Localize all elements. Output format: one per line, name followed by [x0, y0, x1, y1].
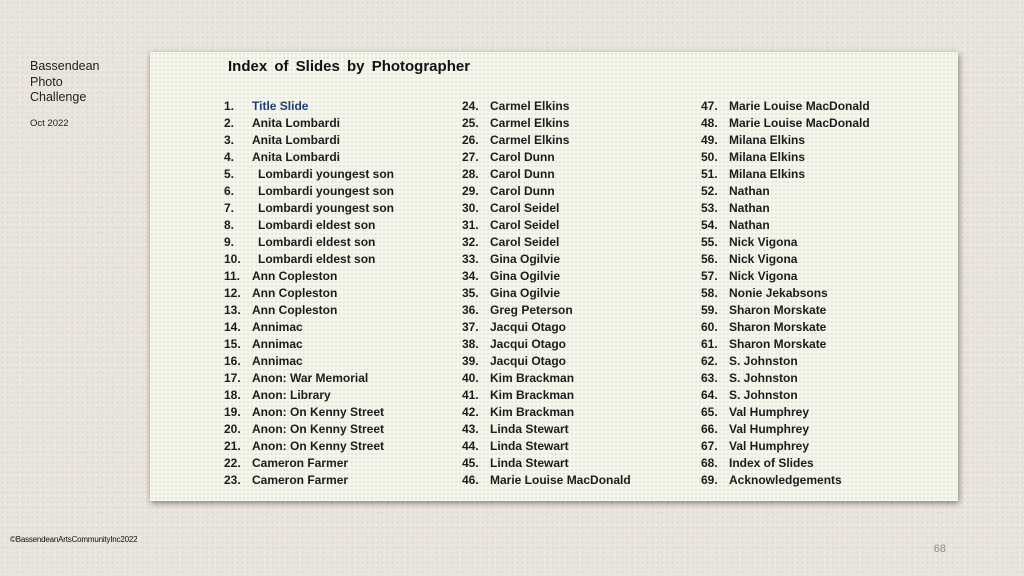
index-item[interactable]	[224, 98, 394, 115]
index-item-name: Kim Brackman	[490, 388, 575, 402]
index-item-name: Nathan	[729, 201, 770, 215]
index-item-number: 48.	[701, 116, 718, 130]
index-item-name: Anon: Library	[252, 388, 331, 402]
sidebar-title-line: Challenge	[30, 90, 87, 104]
index-item[interactable]	[701, 404, 870, 421]
index-item-name: Cameron Farmer	[252, 473, 349, 487]
index-item-number: 25.	[462, 116, 479, 130]
index-item[interactable]	[224, 132, 394, 149]
sidebar-date: Oct 2022	[30, 117, 69, 129]
slide-number: 68	[933, 543, 946, 555]
index-item-number: 28.	[462, 167, 479, 181]
index-item[interactable]	[701, 319, 870, 336]
index-item-number: 44.	[462, 439, 479, 453]
index-item-name: Nick Vigona	[729, 235, 798, 249]
index-item-number: 67.	[701, 439, 718, 453]
index-item[interactable]	[462, 404, 631, 421]
index-item-number: 19.	[224, 405, 241, 419]
index-item-number: 55.	[701, 235, 718, 249]
index-item-number: 20.	[224, 422, 241, 436]
index-item-number: 49.	[701, 133, 718, 147]
index-item-name: Lombardi youngest son	[258, 184, 395, 198]
index-item-number: 5.	[224, 167, 235, 181]
index-item-name: Carol Dunn	[490, 167, 555, 181]
index-item-name: Val Humphrey	[729, 405, 810, 419]
index-item[interactable]	[701, 336, 870, 353]
index-item[interactable]	[701, 98, 870, 115]
index-item[interactable]	[224, 285, 394, 302]
index-item-name: Index of Slides	[729, 456, 814, 470]
index-item[interactable]	[462, 421, 631, 438]
index-item[interactable]	[224, 166, 394, 183]
index-item-number: 24.	[462, 99, 479, 113]
index-item[interactable]	[701, 302, 870, 319]
index-item-number: 7.	[224, 201, 235, 215]
index-item[interactable]	[701, 268, 870, 285]
index-item-number: 57.	[701, 269, 718, 283]
index-item-name: Marie Louise MacDonald	[729, 116, 870, 130]
index-item-name: Linda Stewart	[490, 439, 569, 453]
index-item-name: Title Slide	[252, 99, 309, 113]
index-item[interactable]	[224, 336, 394, 353]
index-item-number: 2.	[224, 116, 235, 130]
index-column-2	[462, 98, 631, 489]
index-item[interactable]	[224, 370, 394, 387]
index-item[interactable]	[462, 319, 631, 336]
index-item-number: 26.	[462, 133, 479, 147]
index-item-name: Linda Stewart	[490, 422, 569, 436]
index-item[interactable]	[462, 166, 631, 183]
index-item-name: Val Humphrey	[729, 422, 810, 436]
index-item[interactable]	[224, 149, 394, 166]
index-item-number: 1.	[224, 99, 235, 113]
index-item-number: 41.	[462, 388, 479, 402]
index-item[interactable]	[701, 132, 870, 149]
index-item-name: Carol Dunn	[490, 184, 555, 198]
index-item-name: Anon: War Memorial	[252, 371, 369, 385]
index-item[interactable]	[224, 438, 394, 455]
index-item-number: 9.	[224, 235, 235, 249]
index-item-number: 34.	[462, 269, 479, 283]
index-item[interactable]	[224, 234, 394, 251]
index-item-name: Carmel Elkins	[490, 116, 570, 130]
index-item[interactable]	[462, 251, 631, 268]
index-item[interactable]	[462, 472, 631, 489]
index-item[interactable]	[701, 387, 870, 404]
index-item-number: 64.	[701, 388, 718, 402]
index-item-name: Anita Lombardi	[252, 150, 341, 164]
index-item[interactable]	[462, 285, 631, 302]
index-item-name: Nick Vigona	[729, 252, 798, 266]
index-item[interactable]	[701, 200, 870, 217]
index-item-number: 13.	[224, 303, 241, 317]
index-item[interactable]	[224, 472, 394, 489]
index-item-name: Linda Stewart	[490, 456, 569, 470]
index-item[interactable]	[701, 472, 870, 489]
index-item[interactable]	[701, 438, 870, 455]
index-item-number: 66.	[701, 422, 718, 436]
index-column-3	[701, 98, 870, 489]
index-item-number: 46.	[462, 473, 479, 487]
index-item-number: 39.	[462, 354, 479, 368]
index-item-name: Marie Louise MacDonald	[729, 99, 870, 113]
index-item[interactable]	[701, 115, 870, 132]
index-column-1	[224, 98, 394, 489]
index-item-name: Annimac	[252, 354, 303, 368]
index-item-number: 45.	[462, 456, 479, 470]
index-item-name: Carol Seidel	[490, 201, 560, 215]
index-item[interactable]	[701, 285, 870, 302]
page-title: Index of Slides by Photographer	[228, 58, 471, 75]
index-item-number: 8.	[224, 218, 235, 232]
index-item-name: Jacqui Otago	[490, 337, 567, 351]
index-item-name: Jacqui Otago	[490, 354, 567, 368]
index-item-name: Val Humphrey	[729, 439, 810, 453]
index-item-number: 53.	[701, 201, 718, 215]
index-item-name: Cameron Farmer	[252, 456, 349, 470]
index-item-number: 51.	[701, 167, 718, 181]
index-item-number: 6.	[224, 184, 235, 198]
index-item-name: S. Johnston	[729, 371, 798, 385]
index-item-name: Acknowledgements	[729, 473, 842, 487]
index-item-name: Jacqui Otago	[490, 320, 567, 334]
index-item[interactable]	[701, 251, 870, 268]
index-item[interactable]	[462, 455, 631, 472]
index-item[interactable]	[224, 319, 394, 336]
index-item-number: 27.	[462, 150, 479, 164]
index-item-name: Milana Elkins	[729, 133, 806, 147]
index-item-number: 33.	[462, 252, 479, 266]
index-item-name: Carmel Elkins	[490, 133, 570, 147]
index-item-number: 52.	[701, 184, 718, 198]
index-item-name: Kim Brackman	[490, 371, 575, 385]
index-item-number: 60.	[701, 320, 718, 334]
index-item-number: 38.	[462, 337, 479, 351]
index-item[interactable]	[462, 200, 631, 217]
index-item-name: Anon: On Kenny Street	[252, 439, 385, 453]
index-item[interactable]	[462, 132, 631, 149]
index-item[interactable]	[701, 166, 870, 183]
index-item[interactable]	[701, 353, 870, 370]
index-item[interactable]	[462, 183, 631, 200]
index-panel	[150, 52, 958, 501]
index-item[interactable]	[224, 302, 394, 319]
sidebar-title-line: Bassendean	[30, 59, 100, 73]
index-item-name: Annimac	[252, 337, 303, 351]
index-item[interactable]	[701, 421, 870, 438]
index-item-name: Carol Dunn	[490, 150, 555, 164]
index-item-name: Lombardi eldest son	[258, 218, 376, 232]
index-item-name: Greg Peterson	[490, 303, 573, 317]
index-item-number: 4.	[224, 150, 235, 164]
index-item[interactable]	[224, 200, 394, 217]
index-item[interactable]	[224, 455, 394, 472]
index-item-name: Ann Copleston	[252, 269, 338, 283]
index-item-name: Gina Ogilvie	[490, 286, 561, 300]
index-item[interactable]	[701, 149, 870, 166]
index-item-number: 32.	[462, 235, 479, 249]
index-item-number: 22.	[224, 456, 241, 470]
index-item-name: Ann Copleston	[252, 303, 338, 317]
sidebar-title-line: Photo	[30, 74, 63, 89]
index-item[interactable]	[224, 251, 394, 268]
index-item-name: Lombardi youngest son	[258, 201, 395, 215]
index-item-name: Anita Lombardi	[252, 116, 341, 130]
index-item[interactable]	[701, 183, 870, 200]
index-item[interactable]	[224, 353, 394, 370]
index-item[interactable]	[462, 438, 631, 455]
index-item-name: Anon: On Kenny Street	[252, 422, 385, 436]
index-item[interactable]	[462, 217, 631, 234]
index-item-number: 3.	[224, 133, 235, 147]
index-item-number: 14.	[224, 320, 241, 334]
index-item[interactable]	[224, 217, 394, 234]
index-item-name: Kim Brackman	[490, 405, 575, 419]
index-item-number: 62.	[701, 354, 718, 368]
index-item-name: Nick Vigona	[729, 269, 798, 283]
index-item-name: Marie Louise MacDonald	[490, 473, 631, 487]
index-item[interactable]	[224, 183, 394, 200]
index-item-name: Carol Seidel	[490, 235, 560, 249]
index-item-number: 10.	[224, 252, 241, 266]
index-item-number: 36.	[462, 303, 479, 317]
index-item[interactable]	[224, 421, 394, 438]
index-item-name: Sharon Morskate	[729, 337, 827, 351]
index-item[interactable]	[224, 115, 394, 132]
index-item-number: 59.	[701, 303, 718, 317]
index-item-name: Lombardi youngest son	[258, 167, 395, 181]
index-item-name: Lombardi eldest son	[258, 235, 376, 249]
index-item-number: 21.	[224, 439, 241, 453]
index-item[interactable]	[701, 370, 870, 387]
index-item-number: 47.	[701, 99, 718, 113]
index-item-number: 35.	[462, 286, 479, 300]
index-item-number: 63.	[701, 371, 718, 385]
sidebar-title-block	[30, 59, 140, 131]
index-item[interactable]	[462, 115, 631, 132]
index-item-name: Nathan	[729, 218, 770, 232]
index-item-number: 30.	[462, 201, 479, 215]
index-item-name: S. Johnston	[729, 388, 798, 402]
index-item-number: 61.	[701, 337, 718, 351]
index-item-number: 58.	[701, 286, 718, 300]
index-item-name: Nonie Jekabsons	[729, 286, 828, 300]
index-item-number: 18.	[224, 388, 241, 402]
index-item[interactable]	[462, 234, 631, 251]
index-item-number: 16.	[224, 354, 241, 368]
index-item-number: 42.	[462, 405, 479, 419]
index-item-number: 11.	[224, 269, 241, 283]
index-item[interactable]	[701, 217, 870, 234]
index-item-name: Gina Ogilvie	[490, 252, 561, 266]
index-item-number: 65.	[701, 405, 718, 419]
index-item[interactable]	[462, 387, 631, 404]
index-item-number: 12.	[224, 286, 241, 300]
index-item-number: 23.	[224, 473, 241, 487]
index-item-name: Gina Ogilvie	[490, 269, 561, 283]
index-item[interactable]	[224, 268, 394, 285]
index-item-name: Lombardi eldest son	[258, 252, 376, 266]
index-item-number: 15.	[224, 337, 241, 351]
index-item-name: S. Johnston	[729, 354, 798, 368]
index-item[interactable]	[462, 336, 631, 353]
index-item-number: 68.	[701, 456, 718, 470]
index-item[interactable]	[462, 353, 631, 370]
index-item-number: 37.	[462, 320, 479, 334]
index-item[interactable]	[462, 268, 631, 285]
index-item-number: 29.	[462, 184, 479, 198]
index-item-name: Milana Elkins	[729, 150, 806, 164]
index-item[interactable]	[462, 370, 631, 387]
index-item-name: Carol Seidel	[490, 218, 560, 232]
index-item-name: Milana Elkins	[729, 167, 806, 181]
index-item-name: Anita Lombardi	[252, 133, 341, 147]
index-item[interactable]	[224, 404, 394, 421]
index-item-name: Sharon Morskate	[729, 303, 827, 317]
index-item-name: Carmel Elkins	[490, 99, 570, 113]
copyright-notice: ©BassendeanArtsCommunityInc2022	[10, 535, 138, 544]
index-item-name: Annimac	[252, 320, 303, 334]
index-item-number: 40.	[462, 371, 479, 385]
index-item-number: 50.	[701, 150, 718, 164]
index-item[interactable]	[462, 302, 631, 319]
index-item-number: 56.	[701, 252, 718, 266]
index-item-number: 54.	[701, 218, 718, 232]
index-item-name: Sharon Morskate	[729, 320, 827, 334]
index-item-name: Anon: On Kenny Street	[252, 405, 385, 419]
index-item-number: 17.	[224, 371, 241, 385]
index-item-number: 43.	[462, 422, 479, 436]
index-item-number: 31.	[462, 218, 479, 232]
index-item[interactable]	[462, 149, 631, 166]
index-item-name: Ann Copleston	[252, 286, 338, 300]
index-item-name: Nathan	[729, 184, 770, 198]
index-item[interactable]	[701, 234, 870, 251]
index-item[interactable]	[462, 98, 631, 115]
index-item[interactable]	[224, 387, 394, 404]
index-item-number: 69.	[701, 473, 718, 487]
index-item[interactable]	[701, 455, 870, 472]
